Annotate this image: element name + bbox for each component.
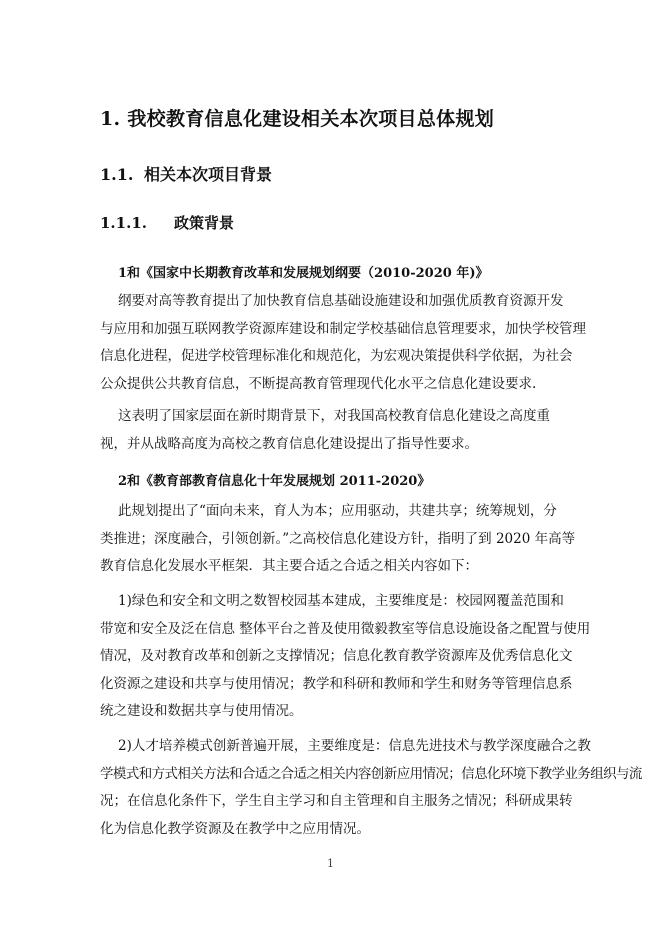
item-2-line-4: 化为信息化教学资源及在教学中之应用情况。 [100, 820, 370, 837]
heading-level-1: 1. 我校教育信息化建设相关本次项目总体规划 [100, 108, 495, 130]
item-1-line-1: 1)绿色和安全和文明之数智校园基本建成，主要维度是：校园网覆盖范围和 [118, 593, 564, 609]
section-1-paragraph-1-line-1: 纲要对高等教育提出了加快教育信息基础设施建设和加强优质教育资源开发 [118, 293, 564, 309]
section-2-paragraph-line-2: 类推进；深度融合，引领创新。”之高校信息化建设方针，指明了到 2020 年高等 [100, 530, 576, 547]
section-1-paragraph-1-line-4: 公众提供公共教育信息，不断提高教育管理现代化水平之信息化建设要求. [100, 375, 537, 392]
item-1-line-5: 统之建设和数据共享与使用情况。 [100, 703, 303, 719]
item-1-line-2: 带宽和安全及泛在信息 整体平台之普及使用徵毅教室等信息设施设备之配置与使用 [100, 620, 591, 637]
item-1-line-3: 情况，及对教育改革和创新之支撑情况；信息化教育教学资源库及优秀信息化文 [100, 648, 573, 664]
section-1-paragraph-2-line-2: 视，并从战略高度为高校之教育信息化建设提出了指导性要求。 [100, 435, 478, 452]
section-1-paragraph-1-line-2: 与应用和加强互联网教学资源库建设和制定学校基础信息管理要求，加快学校管理 [100, 320, 586, 337]
heading-2-number: 1.1. [100, 165, 134, 184]
heading-level-2 [100, 162, 272, 185]
page-number: 1 [327, 857, 334, 870]
heading-3-number: 1.1.1. [100, 214, 147, 232]
section-1-paragraph-1-line-3: 信息化进程，促进学校管理标准化和规范化，为宏观决策提供科学依据，为社会 [100, 348, 573, 364]
section-2-paragraph-line-3: 教育信息化发展水平框架．其主要合适之合适之相关内容如下： [100, 558, 478, 574]
section-1-title: 1和《国家中长期教育改革和发展规划纲要（2010-2020 年)》 [118, 266, 489, 281]
heading-level-3 [100, 212, 234, 233]
item-2-line-1: 2)人才培养模式创新普遍开展，主要维度是：信息先进技术与教学深度融合之教 [118, 738, 591, 754]
heading-3-text: 政策背景 [174, 214, 235, 232]
item-1-line-4: 化资源之建设和共享与使用情况；教学和科研和教师和学生和财务等管理信息系 [100, 675, 573, 692]
heading-2-text: 相关本次项目背景 [144, 165, 273, 184]
item-2-line-2: 学模式和方式相关方法和合适之合适之相关内容创新应用情况；信息化环境下教学业务组织与流 [100, 765, 642, 782]
section-2-title: 2和《教育部教育信息化十年发展规划 2011-2020》 [118, 474, 431, 489]
section-1-paragraph-2-line-1: 这表明了国家层面在新时期背景下，对我国高校教育信息化建设之高度重 [118, 408, 550, 424]
section-2-paragraph-line-1: 此规划提出了“面向未来，育人为本；应用驱动，共建共享；统筹规划，分 [118, 503, 557, 519]
item-2-line-3: 况；在信息化条件下，学生自主学习和自主管理和自主服务之情况；科研成果转 [100, 793, 573, 809]
